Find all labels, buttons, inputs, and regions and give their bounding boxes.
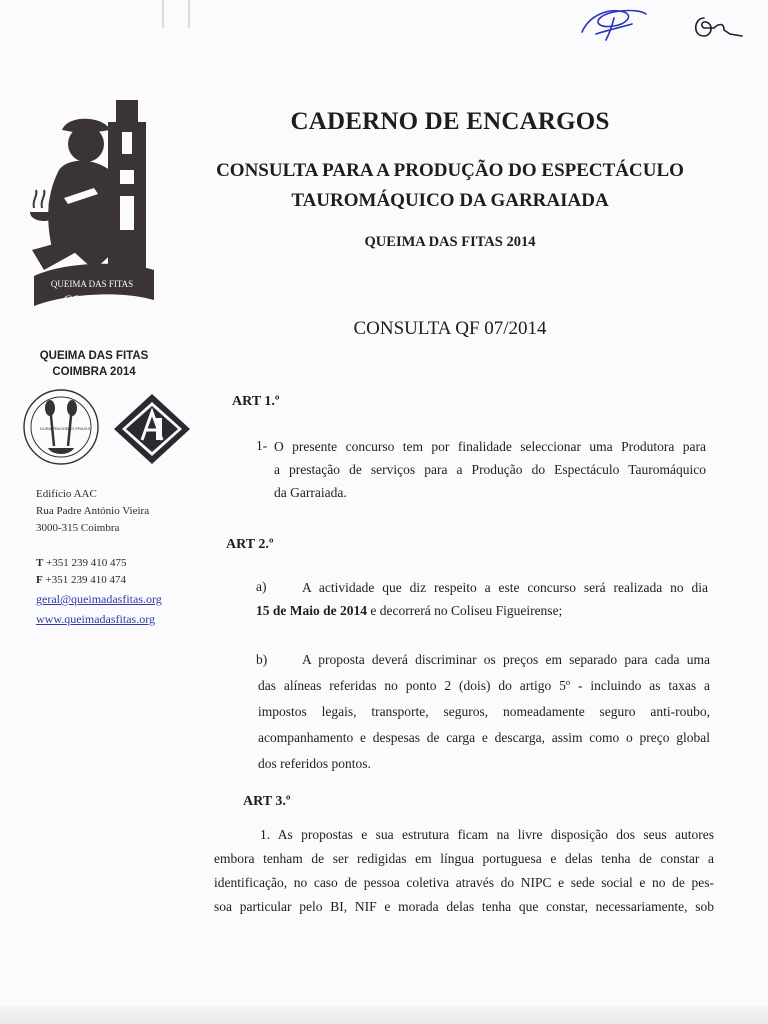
seal-left-text: DURA PRAXIS: [40, 426, 67, 431]
telephone-number: +351 239 410 475: [46, 557, 127, 569]
paragraph-line: embora tenham de ser redigidas em língua portuguesa e delas tenha de constar a: [214, 851, 714, 866]
fax-number: +351 239 410 474: [45, 574, 126, 586]
paragraph-line: identificação, no caso de pessoa coletiva através do NIPC e sede social e no de pes-: [214, 875, 714, 890]
article-2b-paragraph: [258, 647, 710, 777]
paragraph-line: a prestação de serviços para a Produção do Espectáculo Tauromáquico: [274, 462, 706, 477]
paragraph-line: A actividade que diz respeito a este concurso será realizada no dia: [302, 580, 708, 595]
address-line: Rua Padre António Vieira: [36, 505, 150, 517]
article-heading: ART 1.º: [232, 394, 280, 409]
scan-artifact: [188, 0, 190, 28]
paragraph-line: da Garraiada.: [274, 485, 347, 500]
paragraph-line: acompanhamento e despesas de carga e descarga, assim como o preço global: [258, 730, 710, 745]
event-date: 15 de Maio de 2014: [256, 603, 367, 618]
paragraph-line: dos referidos pontos.: [258, 756, 371, 771]
telephone: [36, 557, 127, 569]
article-3-paragraph: [214, 823, 714, 919]
handwritten-initials: [690, 14, 746, 40]
consultation-reference: CONSULTA QF 07/2014: [353, 318, 547, 339]
address-line: Edifício AAC: [36, 488, 97, 500]
address-line: 3000-315 Coimbra: [36, 522, 120, 534]
paragraph-line: impostos legais, transporte, seguros, nomeadamente seguro anti-roubo,: [258, 704, 710, 719]
logo-ribbon-text: COIMBRA: [63, 292, 125, 307]
paragraph-line: A proposta deverá discriminar os preços em separado para cada uma: [302, 652, 710, 667]
association-year: COIMBRA 2014: [52, 366, 136, 378]
item-number: 1-: [256, 438, 268, 453]
document-title: CADERNO DE ENCARGOS: [290, 108, 610, 135]
document-subtitle: CONSULTA PARA A PRODUÇÃO DO ESPECTÁCULO: [216, 160, 684, 181]
logo-arc-text: QUEIMA DAS FITAS: [50, 279, 134, 289]
aac-emblem: [112, 392, 192, 466]
paragraph-text: e decorrerá no Coliseu Figueirense;: [367, 603, 563, 618]
scan-artifact: [162, 0, 164, 28]
paragraph-line: das alíneas referidas no ponto 2 (dois) do artigo 5º - incluindo as taxas a: [258, 678, 710, 693]
paragraph-line: soa particular pelo BI, NIF e morada delas tenha que constar, necessariamente, sob: [214, 899, 714, 914]
article-2a-paragraph: [256, 576, 708, 622]
paragraph-line: 1. As propostas e sua estrutura ficam na livre disposição dos seus autores: [260, 827, 714, 842]
paragraph-line: [256, 599, 708, 622]
article-heading: ART 3.º: [243, 794, 291, 809]
queima-das-fitas-logo: [24, 100, 160, 320]
item-label: a): [256, 579, 267, 594]
university-seal: [22, 388, 100, 466]
website-link[interactable]: www.queimadasfitas.org: [36, 612, 155, 626]
paragraph-line: O presente concurso tem por finalidade seleccionar uma Produtora para: [274, 439, 706, 454]
handwritten-signature: [576, 4, 650, 44]
association-name: QUEIMA DAS FITAS: [39, 350, 149, 362]
article-1-paragraph: [274, 435, 706, 504]
document-subtitle: TAUROMÁQUICO DA GARRAIADA: [291, 190, 609, 211]
fax-label: F: [36, 574, 43, 586]
email-link[interactable]: geral@queimadasfitas.org: [36, 592, 162, 606]
fax: [36, 574, 126, 586]
event-name: QUEIMA DAS FITAS 2014: [364, 234, 536, 250]
article-heading: ART 2.º: [226, 537, 274, 552]
seal-right-text: SED PRAXIS: [66, 426, 91, 431]
item-label: b): [256, 652, 268, 667]
telephone-label: T: [36, 557, 44, 569]
